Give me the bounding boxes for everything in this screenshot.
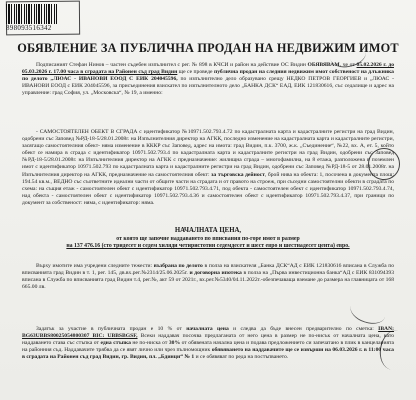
intro-paragraph: Подписаният Стефан Нинов – частен съдебен изпълнител с рег. № 898 в КЧСИ и район на действие ОС Видин ОБЯВЯВАМ, че от 05.02.2026 г. до 05.03.2026 г. 17.00 часа в сградата на Районен съд град Видин ще се проведе публична продан на следния недвижим имот собственост на длъжника по делото „ЛЮАС - ИВАНОВИ ЕООД С ЕИК 204045596, по изпълнително дело образувано срещу НЕДКО ПЕТРОВ ГЕОРГИЕВ и „ЛЮАС - ИВАНОВИ ЕООД с ЕИК 204045596, за присъединения взискател по изпълнителното дело „БАНКА ДСК“ ЕАД, ЕИК 121830616, със седалище и адрес на управление: град София, ул. „Московска“, № 19, а именно: bbox=[22, 62, 394, 97]
barcode bbox=[6, 4, 58, 24]
document-title: ОБЯВЛЕНИЕ ЗА ПУБЛИЧНА ПРОДАН НА НЕДВИЖИМ ИМОТ bbox=[17, 41, 399, 55]
price-statement: от която ще започне наддаването по вписвания по-горе имот в размер на 137 476.16 (сто тридесет и седем хиляди четиристотин седемдесет и шест евро и шестнадесет цента) евро. bbox=[66, 236, 350, 250]
encumbrances-paragraph: Върху имотите има учредени следните тежести: възбрана по делото в полза на взискателя „Банка ДСК“АД с ЕИК 121830616 вписана в Служба по вписванията град Видин в т. 1, рег. 145, дв.вх.рег.№2314/25.06.2025г. и договорна ипотека в полза на „Първа инвестиционна банка“АД с ЕИК 831094393 вписана в Служба по вписванията град Видин т.4, рег.№, акт 59 от 2021г., вх.рег.№5340/04.11.2022г.-обезпечаваща вземане до размера на главницата от 168 665.00 лв. bbox=[22, 263, 395, 291]
price-heading: НАЧАЛНАТА ЦЕНА, bbox=[174, 227, 242, 234]
deposit-paragraph: Задатък за участие в публичната продан е 10 % от началната цена и следва да бъде внесен предварително по сметка: IBAN: BG63UBBS80025054800307 BIC: UBBSBGSF, Всеки наддавач посочва предлаганата от него цена в размер не по-нисък от началната цена, като наддаването става със стъпка от една стъпка не по-ниска от 30% от обявената начална цена и подава предложението си запечатано в плик в канцеларията на районния съд. Наддавачите трябва да се явят лично или чрез пълномощник обявяването на наддавачите ще се извърши на 06.03.2026 г. в 11:00 часа в сградата на Районен съд град Видин, гр. Видин, пл. „Бдинци“ № 1 и се обявяват по реда на постъпването. bbox=[22, 326, 395, 361]
handwritten-mark bbox=[347, 295, 388, 328]
property-description: - САМОСТОЯТЕЛЕН ОБЕКТ В СГРАДА с идентификатор №10971.502.793.4.72 по кадастралната карта и кадастралните регистри на град Видин, одобрени със Заповед №РД-18-5/28.01.2008г. на Изпълнителния директор на АГКК, последно изменение на кадастралната карта и кадастралните регистри, засягащо самостоятелния обект- няма изменение в КККР със Заповед, адрес на имота: град Видин, п.к. 3700, ж.к. „Съединение“, №22, вх. А, ет. 5, който обект се намира в сграда с идентификатор 10971.502.793.4 по кадастралната карта и кадастралните регистри на град Видин, одобрени със Заповед №РД-18-5/28.01.2008г. на Изпълнителния директор на АГКК с предназначение: жилищна сграда – многофамилна, на 8 етажа, разположена в поземлен имот с идентификатор 10971.502.793 по кадастралната карта и кадастралните регистри на град Видин, одобрени със Заповед №РД-18-5 от 28.01.2008г. на Изпълнителния директор на АГКК, предназначение на самостоятелния обект: за търговска дейност, брой нива на обекта: 1, посочена в документа площ: 194.54 кв.м., ВЕДНО със съответните идеални части от общите части на сградата и от правото на строеж, при съседни самостоятелни обекти в сградата по схема: на същия етаж - самостоятелен обект с идентификатор 10971.502.793.4.71, под обекта - самостоятелен обект с идентификатор 10971.502.793.4.74, над обекта - самостоятелен обект с идентификатор 10971.502.793.4.36 и самостоятелен обект с идентификатор 10971.502.793.4.37, при граници по документ за собственост: няма, с идентификатор: няма. bbox=[22, 129, 395, 206]
barcode-number: 898093516342 bbox=[6, 24, 52, 32]
